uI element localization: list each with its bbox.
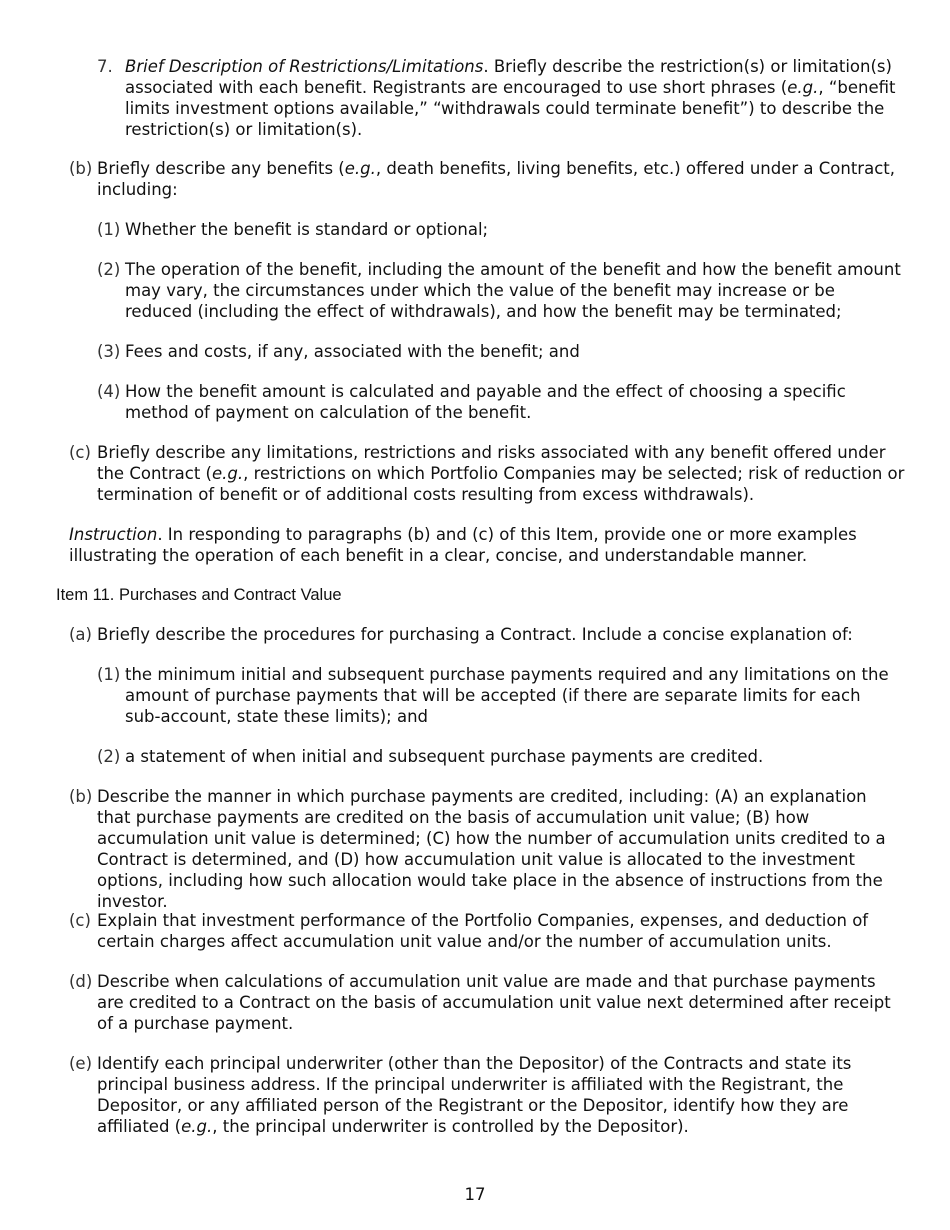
item-label: (1) xyxy=(97,665,121,684)
limitations-paragraph: Briefly describe any limitations, restrictions and risks associated with any benefit offered under the Contract (e.g., restrictions on which Portfolio Companies may be selected; risk of reduction or termination of benefit or of additional costs resulting from excess withdrawals). xyxy=(97,443,905,504)
instruction-label: Instruction xyxy=(69,525,158,544)
calculation-paragraph: Describe when calculations of accumulation unit value are made and that purchase payments are credited to a Contract on the basis of accumulation unit value next determined after receipt of a purchase payment. xyxy=(97,972,891,1033)
item-label: 7. xyxy=(97,57,113,76)
page-number: 17 xyxy=(464,1185,486,1204)
purchase-sub-2: a statement of when initial and subsequent purchase payments are credited. xyxy=(125,747,764,766)
item-label: (b) xyxy=(69,159,93,178)
item-label: (4) xyxy=(97,382,121,401)
item-label: (3) xyxy=(97,342,121,361)
instruction-paragraph: Instruction. In responding to paragraphs (b) and (c) of this Item, provide one or more examples illustrating the operation of each benefit in a clear, concise, and understandable manner. xyxy=(69,525,857,565)
benefits-sub-1: Whether the benefit is standard or optional; xyxy=(125,220,489,239)
item-label: (d) xyxy=(69,972,93,991)
benefits-sub-3: Fees and costs, if any, associated with the benefit; and xyxy=(125,342,580,361)
item-label: (c) xyxy=(69,911,91,930)
paragraph-title: Brief Description of Restrictions/Limitations xyxy=(125,57,484,76)
benefits-sub-4: How the benefit amount is calculated and payable and the effect of choosing a specific method of payment on calculation of the benefit. xyxy=(125,382,846,422)
item-label: (b) xyxy=(69,787,93,806)
crediting-paragraph: Describe the manner in which purchase payments are credited, including: (A) an explanation that purchase payments are credited on the basis of accumulation unit value; (B) how accumulation unit value is determined; (C) how the number of accumulation units credited to a Contract is determined, and (D) how accumulation unit value is allocated to the investment options, including how such allocation would take place in the absence of instructions from the investor. xyxy=(97,787,886,911)
item-label: (e) xyxy=(69,1054,93,1073)
item-label: (1) xyxy=(97,220,121,239)
item-label: (2) xyxy=(97,260,121,279)
purchase-procedures-paragraph: Briefly describe the procedures for purchasing a Contract. Include a concise explanation of: xyxy=(97,625,853,644)
section-heading: Item 11. Purchases and Contract Value xyxy=(56,586,342,604)
item-label: (c) xyxy=(69,443,91,462)
performance-paragraph: Explain that investment performance of the Portfolio Companies, expenses, and deduction of certain charges affect accumulation unit value and/or the number of accumulation units. xyxy=(97,911,869,951)
benefits-paragraph: Briefly describe any benefits (e.g., death benefits, living benefits, etc.) offered under a Contract, including: xyxy=(97,159,895,199)
underwriter-paragraph: Identify each principal underwriter (other than the Depositor) of the Contracts and state its principal business address. If the principal underwriter is affiliated with the Registrant, the Depositor, or any affiliated person of the Registrant or the Depositor, identify how they are affiliated (e.g., the principal underwriter is controlled by the Depositor). xyxy=(97,1054,852,1136)
item-label: (2) xyxy=(97,747,121,766)
item-label: (a) xyxy=(69,625,92,644)
restrictions-paragraph: Brief Description of Restrictions/Limitations. Briefly describe the restriction(s) or limitation(s) associated with each benefit. Registrants are encouraged to use short phrases (e.g., “benefit limits investment options available,” “withdrawals could terminate benefit”) to describe the restriction(s) or limitation(s). xyxy=(125,57,896,139)
purchase-sub-1: the minimum initial and subsequent purchase payments required and any limitations on the amount of purchase payments that will be accepted (if there are separate limits for each sub-account, state these limits); and xyxy=(125,665,889,726)
benefits-sub-2: The operation of the benefit, including the amount of the benefit and how the benefit amount may vary, the circumstances under which the value of the benefit may increase or be reduced (including the effect of withdrawals), and how the benefit may be terminated; xyxy=(125,260,901,321)
